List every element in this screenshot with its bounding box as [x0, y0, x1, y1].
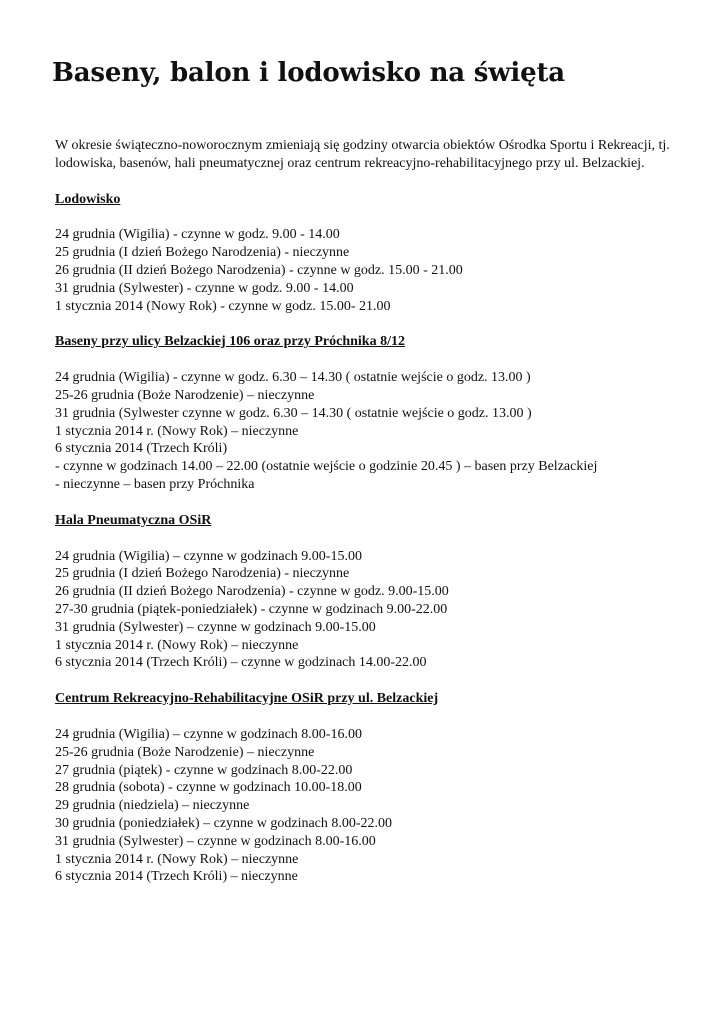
section-heading: Baseny przy ulicy Belzackiej 106 oraz przy Próchnika 8/12	[55, 334, 405, 350]
section-hala-pneumatyczna	[55, 512, 675, 672]
schedule-line: 31 grudnia (Sylwester czynne w godz. 6.30 – 14.30 ( ostatnie wejście o godz. 13.00 )	[55, 405, 532, 421]
schedule-line: 1 stycznia 2014 r. (Nowy Rok) – nieczynne	[55, 637, 299, 653]
schedule-line: 31 grudnia (Sylwester) - czynne w godz. 9.00 - 14.00	[55, 280, 354, 296]
schedule-list	[55, 369, 675, 494]
schedule-line: 25-26 grudnia (Boże Narodzenie) – nieczynne	[55, 387, 315, 403]
schedule-line: - nieczynne – basen przy Próchnika	[55, 476, 255, 492]
schedule-line: 24 grudnia (Wigilia) – czynne w godzinach 9.00-15.00	[55, 548, 362, 564]
schedule-line: 26 grudnia (II dzień Bożego Narodzenia) - czynne w godz. 15.00 - 21.00	[55, 262, 463, 278]
section-heading: Centrum Rekreacyjno-Rehabilitacyjne OSiR przy ul. Belzackiej	[55, 691, 439, 707]
schedule-line: 1 stycznia 2014 r. (Nowy Rok) – nieczynne	[55, 423, 299, 439]
schedule-line: 25 grudnia (I dzień Bożego Narodzenia) - nieczynne	[55, 245, 350, 261]
section-heading: Lodowisko	[55, 191, 121, 207]
section-heading: Hala Pneumatyczna OSiR	[55, 512, 212, 528]
schedule-line: 27 grudnia (piątek) - czynne w godzinach 8.00-22.00	[55, 762, 353, 778]
schedule-line: - czynne w godzinach 14.00 – 22.00 (ostatnie wejście o godzinie 20.45 ) – basen przy Belzackiej	[55, 459, 598, 475]
section-baseny	[55, 333, 675, 493]
section-centrum-rekreacyjne	[55, 690, 675, 886]
schedule-line: 25 grudnia (I dzień Bożego Narodzenia) - nieczynne	[55, 566, 350, 582]
section-lodowisko	[55, 191, 675, 316]
article-body	[55, 137, 675, 886]
schedule-list	[55, 726, 675, 886]
schedule-line: 24 grudnia (Wigilia) – czynne w godzinach 8.00-16.00	[55, 726, 362, 742]
page-title: Baseny, balon i lodowisko na święta	[52, 58, 565, 88]
schedule-line: 27-30 grudnia (piątek-poniedziałek) - czynne w godzinach 9.00-22.00	[55, 601, 448, 617]
schedule-line: 31 grudnia (Sylwester) – czynne w godzinach 9.00-15.00	[55, 619, 376, 635]
schedule-line: 6 stycznia 2014 (Trzech Króli) – nieczynne	[55, 869, 298, 885]
schedule-line: 6 stycznia 2014 (Trzech Króli)	[55, 441, 228, 457]
schedule-line: 28 grudnia (sobota) - czynne w godzinach 10.00-18.00	[55, 780, 362, 796]
schedule-line: 26 grudnia (II dzień Bożego Narodzenia) - czynne w godz. 9.00-15.00	[55, 584, 449, 600]
schedule-list	[55, 226, 675, 315]
schedule-line: 31 grudnia (Sylwester) – czynne w godzinach 8.00-16.00	[55, 833, 376, 849]
schedule-line: 6 stycznia 2014 (Trzech Króli) – czynne w godzinach 14.00-22.00	[55, 655, 427, 671]
schedule-list	[55, 548, 675, 673]
intro-paragraph: W okresie świąteczno-noworocznym zmieniają się godziny otwarcia obiektów Ośrodka Sportu i Rekreacji, tj. lodowiska, basenów, hali pneumatycznej oraz centrum rekreacyjno-rehabilitacyjnego przy ul. Belzackiej.	[55, 138, 670, 171]
schedule-line: 29 grudnia (niedziela) – nieczynne	[55, 798, 250, 814]
schedule-line: 24 grudnia (Wigilia) - czynne w godz. 6.30 – 14.30 ( ostatnie wejście o godz. 13.00 )	[55, 370, 531, 386]
schedule-line: 1 stycznia 2014 (Nowy Rok) - czynne w godz. 15.00- 21.00	[55, 298, 391, 314]
schedule-line: 30 grudnia (poniedziałek) – czynne w godzinach 8.00-22.00	[55, 815, 393, 831]
schedule-line: 25-26 grudnia (Boże Narodzenie) – nieczynne	[55, 744, 315, 760]
schedule-line: 1 stycznia 2014 r. (Nowy Rok) – nieczynne	[55, 851, 299, 867]
schedule-line: 24 grudnia (Wigilia) - czynne w godz. 9.00 - 14.00	[55, 227, 340, 243]
